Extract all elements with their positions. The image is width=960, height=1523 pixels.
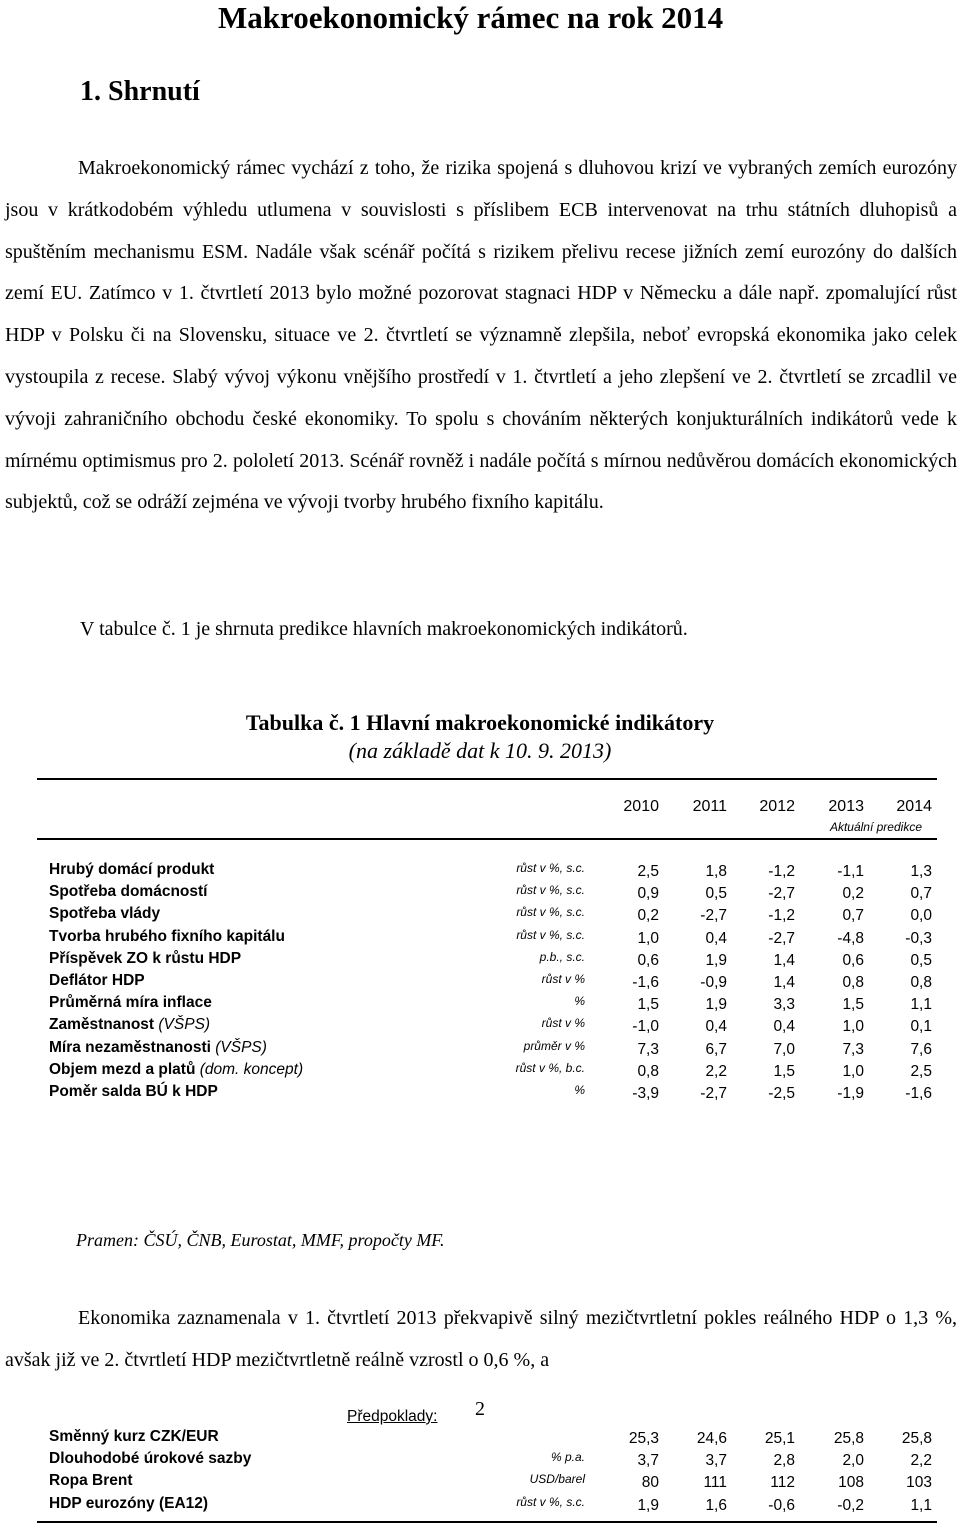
- row-label-text: Směnný kurz CZK/EUR: [49, 1428, 219, 1445]
- row-value: 1,4: [773, 951, 795, 969]
- row-value: 1,9: [705, 996, 727, 1014]
- row-value: 1,1: [910, 1496, 932, 1514]
- row-value: -0,9: [700, 974, 727, 991]
- row-label-note: (dom. koncept): [199, 1060, 304, 1078]
- row-unit: růst v %: [541, 972, 585, 986]
- row-value: 1,0: [637, 929, 659, 947]
- row-label: [49, 1039, 267, 1057]
- row-value: 25,1: [764, 1430, 795, 1447]
- row-label: [49, 861, 214, 879]
- year-header: 2011: [692, 798, 727, 815]
- paragraph-summary: [5, 148, 957, 524]
- row-unit: % p.a.: [550, 1450, 585, 1465]
- row-label-text: Poměr salda BÚ k HDP: [49, 1083, 218, 1100]
- row-unit: růst v %, s.c.: [516, 1494, 585, 1509]
- row-unit: %: [574, 1083, 585, 1097]
- row-label-text: Zaměstnanost: [49, 1016, 159, 1034]
- row-value: 2,8: [773, 1452, 795, 1470]
- row-value: 0,2: [842, 885, 864, 903]
- row-value: 112: [770, 1474, 795, 1492]
- table-caption: Tabulka č. 1 Hlavní makroekonomické indikátory: [245, 710, 715, 735]
- table-row: [37, 883, 937, 905]
- row-value: 0,8: [842, 974, 864, 991]
- row-value: 1,5: [842, 996, 864, 1014]
- row-value: 0,6: [842, 951, 864, 969]
- row-label-note: (VŠPS): [158, 1016, 211, 1034]
- row-value: -2,7: [768, 885, 795, 903]
- row-label: [49, 1061, 303, 1079]
- row-label: [49, 1083, 218, 1101]
- row-value: 0,4: [705, 929, 727, 947]
- row-value: -4,8: [837, 929, 864, 947]
- row-value: 7,0: [773, 1040, 795, 1058]
- document-title: Makroekonomický rámec na rok 2014: [218, 0, 724, 35]
- row-value: 0,0: [910, 907, 932, 925]
- row-label: [49, 994, 212, 1012]
- assumptions-label: Předpoklady:: [347, 1408, 438, 1425]
- row-label-text: Míra nezaměstnanosti: [49, 1038, 216, 1056]
- row-value: 7,3: [842, 1040, 864, 1058]
- paragraph-economy-text: Ekonomika zaznamenala v 1. čtvrtletí 2013 překvapivě silný mezičtvrtletní pokles reálného HDP o 1,3 %, avšak již ve 2. čtvrtletí HDP mezičtvrtletně reálně vzrostl o 0,6 %, a: [5, 1307, 957, 1371]
- row-value: 1,5: [773, 1062, 795, 1080]
- row-label: [49, 905, 160, 923]
- row-value: -3,9: [632, 1085, 659, 1102]
- table-row: [37, 1428, 937, 1450]
- row-label-note: (VŠPS): [215, 1038, 267, 1056]
- row-value: 3,7: [705, 1452, 727, 1470]
- row-value: 1,6: [705, 1496, 727, 1514]
- row-value: -2,7: [700, 907, 727, 925]
- row-label: [49, 928, 285, 946]
- row-value: 0,6: [637, 951, 659, 969]
- row-value: 2,0: [842, 1452, 864, 1470]
- row-value: 2,5: [637, 863, 659, 880]
- table-row: [37, 1016, 937, 1038]
- table-row: [37, 861, 937, 883]
- row-value: -1,1: [837, 863, 864, 880]
- row-unit: USD/barel: [529, 1472, 585, 1487]
- row-label-text: Dlouhodobé úrokové sazby: [49, 1450, 252, 1468]
- row-value: 1,9: [705, 951, 727, 969]
- row-unit: p.b., s.c.: [539, 949, 585, 964]
- table-row: [37, 972, 937, 994]
- row-label: [49, 1472, 133, 1490]
- row-value: 0,9: [637, 885, 659, 903]
- row-value: 25,3: [628, 1430, 659, 1447]
- row-value: 0,4: [705, 1018, 727, 1036]
- row-unit: růst v %, s.c.: [516, 927, 585, 942]
- row-value: 1,1: [910, 996, 932, 1014]
- row-value: 1,0: [842, 1062, 864, 1080]
- row-value: -1,9: [837, 1085, 864, 1102]
- row-label-text: Tvorba hrubého fixního kapitálu: [49, 927, 285, 945]
- row-label: [49, 883, 207, 901]
- table-row: [37, 905, 937, 927]
- page-number: 2: [475, 1398, 485, 1420]
- row-value: 0,2: [637, 907, 659, 925]
- table-row: [37, 928, 937, 950]
- row-label: [49, 1016, 210, 1034]
- row-value: -1,2: [768, 863, 795, 880]
- row-value: -1,0: [632, 1018, 659, 1036]
- row-value: 7,3: [637, 1040, 659, 1058]
- row-value: 24,6: [696, 1430, 727, 1447]
- row-value: 3,3: [773, 996, 795, 1014]
- row-value: 2,5: [910, 1062, 932, 1080]
- row-value: 111: [703, 1474, 727, 1492]
- row-value: 6,7: [705, 1040, 727, 1058]
- year-header: 2014: [896, 798, 932, 815]
- row-label-text: Příspěvek ZO k růstu HDP: [49, 949, 242, 967]
- row-value: 0,7: [842, 907, 864, 925]
- row-value: 7,6: [910, 1040, 932, 1058]
- row-value: -0,2: [837, 1496, 864, 1514]
- table-header: [37, 778, 937, 840]
- row-value: -1,2: [768, 907, 795, 925]
- row-value: 0,5: [910, 951, 932, 969]
- row-label-text: Průměrná míra inflace: [49, 994, 212, 1012]
- year-header: 2012: [759, 798, 795, 815]
- row-unit: růst v %, s.c.: [516, 883, 585, 898]
- table-subcaption: (na základě dat k 10. 9. 2013): [348, 738, 612, 763]
- row-value: -2,7: [700, 1085, 727, 1102]
- row-value: 1,3: [910, 863, 932, 880]
- row-value: 0,4: [773, 1018, 795, 1036]
- row-value: 1,5: [637, 996, 659, 1014]
- row-value: 2,2: [910, 1452, 932, 1470]
- row-value: 103: [906, 1474, 932, 1492]
- row-unit: růst v %, s.c.: [516, 905, 585, 920]
- row-value: -2,5: [768, 1085, 795, 1102]
- row-label: [49, 950, 241, 968]
- row-label-text: Spotřeba domácností: [49, 883, 208, 901]
- row-value: 25,8: [833, 1430, 864, 1447]
- row-value: 0,7: [910, 885, 932, 903]
- row-value: 0,8: [910, 974, 932, 991]
- forecast-note: Aktuální predikce: [829, 820, 922, 834]
- row-value: 25,8: [901, 1430, 932, 1447]
- table-row: [37, 1472, 937, 1494]
- row-value: -0,3: [905, 929, 932, 947]
- row-label: [49, 1450, 251, 1468]
- table-row: [37, 1495, 937, 1523]
- row-label-text: Objem mezd a platů: [49, 1060, 200, 1078]
- year-header: 2010: [623, 798, 659, 815]
- row-value: 2,2: [705, 1062, 727, 1080]
- paragraph-summary-text: Makroekonomický rámec vychází z toho, že rizika spojená s dluhovou krizí ve vybraných zemích eurozóny jsou v krátkodobém výhledu utlumena v souvislosti s příslibem ECB intervenovat na trhu státních dluhopisů a spuštěním mechanismu ESM. Nadále však scénář počítá s rizikem přelivu recese jižních zemí eurozóny do dalších zemí EU. Zatímco v 1. čtvrtletí 2013 bylo možné pozorovat stagnaci HDP v Německu a dále např. zpomalující růst HDP v Polsku či na Slovensku, situace ve 2. čtvrtletí se významně zlepšila, neboť evropská ekonomika jako celek vystoupila z recese. Slabý vývoj výkonu vnějšího prostředí v 1. čtvrtletí a jeho zlepšení ve 2. čtvrtletí se zrcadlil ve vývoji zahraničního obchodu české ekonomiky. To spolu s chováním některých konjukturálních indikátorů vede k mírnému optimismus pro 2. pololetí 2013. Scénář rovněž i nadále počítá s mírnou nedůvěrou domácích ekonomických subjektů, což se odráží zejména ve vývoji tvorby hrubého fixního kapitálu.: [5, 157, 957, 514]
- row-label: [49, 972, 145, 990]
- table-row: [37, 1061, 937, 1083]
- row-label-text: Hrubý domácí produkt: [49, 861, 215, 878]
- row-value: -1,6: [905, 1085, 932, 1102]
- row-unit: růst v %: [541, 1016, 585, 1031]
- row-unit: růst v %, s.c.: [516, 861, 585, 875]
- row-value: 1,9: [637, 1496, 659, 1514]
- row-value: 1,8: [705, 863, 727, 880]
- table-row: [37, 1083, 937, 1105]
- table-row: [37, 994, 937, 1016]
- row-label: [49, 1428, 219, 1446]
- table-row: [37, 1450, 937, 1472]
- paragraph-economy: [5, 1298, 957, 1382]
- row-label-text: Ropa Brent: [49, 1472, 133, 1490]
- row-unit: %: [574, 994, 585, 1009]
- row-value: 80: [641, 1474, 659, 1492]
- year-header: 2013: [828, 798, 864, 815]
- row-unit: průměr v %: [523, 1038, 585, 1053]
- table-row: [37, 950, 937, 972]
- row-value: -2,7: [768, 929, 795, 947]
- row-label: [49, 1495, 208, 1513]
- row-value: 0,5: [705, 885, 727, 903]
- row-label-text: Deflátor HDP: [49, 972, 145, 989]
- row-label-text: HDP eurozóny (EA12): [49, 1494, 209, 1512]
- row-value: 0,8: [637, 1062, 659, 1080]
- row-value: 3,7: [637, 1452, 659, 1470]
- row-value: 0,1: [910, 1018, 932, 1036]
- section-heading: 1. Shrnutí: [80, 76, 200, 107]
- row-value: -1,6: [632, 974, 659, 991]
- row-unit: růst v %, b.c.: [515, 1060, 585, 1075]
- row-value: 108: [838, 1474, 864, 1492]
- row-label-text: Spotřeba vlády: [49, 905, 161, 923]
- table-row: [37, 1039, 937, 1061]
- table-source: Pramen: ČSÚ, ČNB, Eurostat, MMF, propočty MF.: [76, 1230, 445, 1250]
- row-value: 1,0: [842, 1018, 864, 1036]
- row-value: -0,6: [768, 1496, 795, 1514]
- paragraph-table-intro: V tabulce č. 1 je shrnuta predikce hlavních makroekonomických indikátorů.: [80, 618, 688, 640]
- row-value: 1,4: [773, 974, 795, 991]
